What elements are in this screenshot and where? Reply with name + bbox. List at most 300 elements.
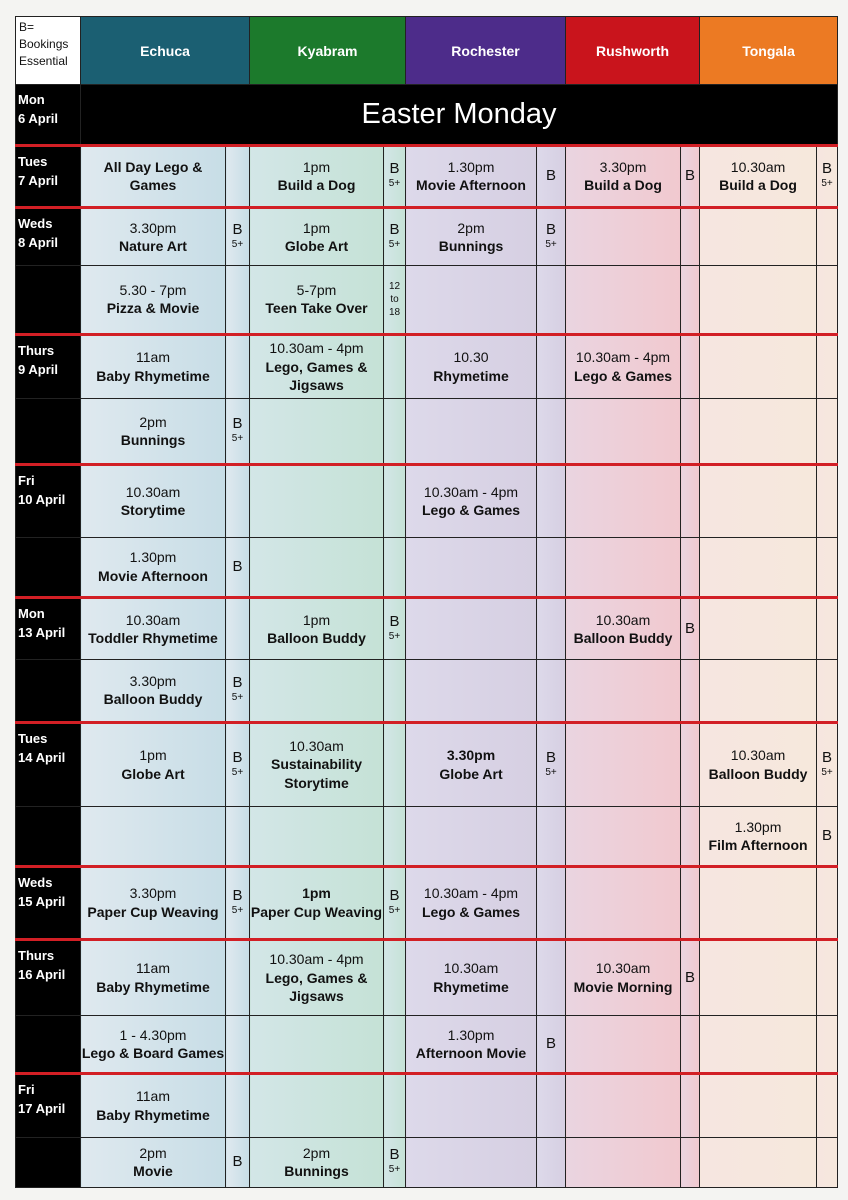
legend-line2: Bookings: [19, 37, 69, 51]
event-activity: Bunnings: [438, 238, 504, 255]
event-cell: [700, 660, 817, 722]
event-cell: [566, 806, 681, 866]
day-label-continued: [16, 1016, 81, 1074]
booking-required-badge: B: [685, 620, 696, 638]
day-label-continued: [16, 806, 81, 866]
event-time: 10.30am: [595, 960, 651, 977]
booking-cell: [384, 537, 406, 597]
booking-required-badge: B: [546, 748, 557, 766]
event-time: 2pm: [302, 1144, 331, 1161]
event-cell: [406, 537, 537, 597]
booking-cell: [226, 939, 250, 1015]
event-cell: [81, 334, 226, 398]
event-time: 1pm: [302, 219, 331, 236]
age-restriction: 5+: [388, 178, 401, 190]
day-date: 6 April: [18, 111, 58, 127]
age-restriction: 5+: [545, 766, 557, 778]
age-restriction: 5+: [231, 692, 244, 704]
booking-required-badge: B: [389, 1146, 400, 1164]
booking-cell: [817, 398, 838, 464]
event-cell: [81, 939, 226, 1015]
booking-required-badge: B: [389, 613, 400, 631]
event-cell: [81, 1074, 226, 1137]
booking-cell: [817, 465, 838, 537]
day-label-continued: [16, 266, 81, 334]
age-restriction: 5+: [821, 766, 833, 778]
schedule-row: [16, 939, 838, 1015]
event-time: 10.30am - 4pm: [575, 349, 671, 366]
event-time: 2pm: [457, 219, 485, 236]
event-time: 10.30am: [125, 483, 181, 500]
event-activity: Globe Art: [284, 238, 349, 255]
legend-line1: B=: [19, 20, 35, 34]
day-name: Tues: [18, 730, 48, 746]
booking-cell: [384, 145, 406, 207]
event-cell: [566, 465, 681, 537]
event-cell: [250, 398, 384, 464]
booking-cell: [817, 660, 838, 722]
event-time: 1pm: [139, 747, 167, 764]
event-cell: [406, 1016, 537, 1074]
event-cell: [566, 266, 681, 334]
day-label: [16, 939, 81, 1015]
booking-required-badge: B: [232, 221, 243, 239]
booking-cell: [537, 939, 566, 1015]
booking-required-badge: B: [546, 1035, 557, 1053]
day-label-continued: [16, 537, 81, 597]
booking-cell: [537, 207, 566, 265]
event-cell: [250, 597, 384, 659]
booking-cell: [537, 398, 566, 464]
event-activity: Globe Art: [121, 765, 185, 782]
booking-cell: [537, 1137, 566, 1187]
event-cell: [566, 145, 681, 207]
booking-required-badge: B: [822, 827, 833, 845]
event-activity: Nature Art: [119, 238, 187, 255]
booking-cell: [681, 537, 700, 597]
event-cell: [406, 660, 537, 722]
event-cell: [250, 1137, 384, 1187]
event-cell: [566, 722, 681, 806]
event-time: 10.30am: [443, 960, 499, 977]
booking-required-badge: B: [685, 968, 696, 986]
event-cell: [81, 660, 226, 722]
booking-cell: [817, 537, 838, 597]
event-activity: Lego & Board Games: [81, 1045, 225, 1062]
event-activity: Baby Rhymetime: [96, 1106, 210, 1123]
event-cell: [406, 334, 537, 398]
booking-cell: [817, 334, 838, 398]
event-cell: [700, 398, 817, 464]
day-label-continued: [16, 398, 81, 464]
booking-cell: [384, 207, 406, 265]
booking-required-badge: B: [822, 160, 833, 178]
day-date: 16 April: [18, 966, 66, 982]
event-time: 10.30am: [595, 611, 651, 628]
event-cell: [700, 465, 817, 537]
schedule-row: [16, 537, 838, 597]
event-activity: Afternoon Movie: [415, 1045, 527, 1062]
event-cell: [406, 1074, 537, 1137]
event-activity: Baby Rhymetime: [96, 367, 210, 384]
event-cell: [566, 207, 681, 265]
day-name: Thurs: [18, 947, 55, 963]
age-restriction: 5+: [388, 631, 401, 643]
event-cell: [700, 722, 817, 806]
event-cell: [406, 867, 537, 939]
event-cell: [250, 207, 384, 265]
event-time: 1.30pm: [734, 818, 782, 835]
booking-required-badge: B: [232, 748, 243, 766]
booking-required-badge: B: [232, 1153, 243, 1171]
booking-required-badge: B: [232, 886, 243, 904]
event-time: 3.30pm: [129, 219, 177, 236]
event-cell: [566, 1137, 681, 1187]
event-cell: [566, 398, 681, 464]
event-time: 10.30am: [730, 158, 786, 175]
event-cell: [406, 266, 537, 334]
booking-cell: [226, 266, 250, 334]
legend-line3: Essential: [19, 54, 68, 68]
schedule-row: [16, 398, 838, 464]
event-cell: [406, 1137, 537, 1187]
booking-cell: [384, 939, 406, 1015]
booking-cell: [681, 1016, 700, 1074]
schedule-row: [16, 722, 838, 806]
event-time: 3.30pm: [129, 672, 177, 689]
booking-cell: [537, 660, 566, 722]
booking-cell: [384, 266, 406, 334]
booking-cell: [817, 1074, 838, 1137]
age-restriction: 5+: [231, 766, 244, 778]
booking-cell: [226, 1016, 250, 1074]
booking-required-badge: B: [822, 748, 833, 766]
booking-cell: [537, 806, 566, 866]
holiday-program-table: [15, 16, 838, 1188]
booking-cell: [384, 806, 406, 866]
event-cell: [700, 145, 817, 207]
booking-cell: [681, 660, 700, 722]
event-cell: [566, 1074, 681, 1137]
age-restriction: 5+: [388, 239, 401, 251]
event-cell: [81, 398, 226, 464]
event-activity: Bunnings: [284, 1163, 349, 1180]
age-restriction: 5+: [388, 1164, 401, 1176]
event-time: 3.30pm: [446, 747, 496, 764]
booking-cell: [681, 722, 700, 806]
event-activity: Toddler Rhymetime: [88, 630, 218, 647]
event-time: 2pm: [139, 1144, 167, 1161]
booking-cell: [384, 597, 406, 659]
booking-cell: [537, 145, 566, 207]
event-activity: Balloon Buddy: [267, 630, 366, 647]
event-cell: [81, 145, 226, 207]
event-time: 11am: [136, 349, 170, 366]
schedule-row: [16, 867, 838, 939]
event-time: 3.30pm: [599, 158, 647, 175]
event-activity: Movie Afternoon: [98, 567, 208, 584]
event-cell: [700, 1074, 817, 1137]
booking-cell: [817, 1137, 838, 1187]
day-date: 14 April: [18, 749, 66, 765]
event-time: 1pm: [302, 885, 331, 902]
event-time: 3.30pm: [129, 885, 177, 902]
event-activity: Balloon Buddy: [708, 765, 808, 782]
event-time: 10.30am - 4pm: [423, 483, 519, 500]
event-cell: [566, 1016, 681, 1074]
event-cell: [406, 597, 537, 659]
booking-cell: [226, 722, 250, 806]
booking-cell: [537, 867, 566, 939]
day-label: [16, 334, 81, 398]
booking-cell: [226, 597, 250, 659]
event-activity: Build a Dog: [584, 177, 662, 194]
event-time: 1pm: [302, 158, 331, 175]
event-cell: [406, 722, 537, 806]
event-cell: [566, 660, 681, 722]
event-activity: Paper Cup Weaving: [250, 903, 383, 920]
schedule-row: [16, 1016, 838, 1074]
event-time: 10.30: [453, 349, 489, 366]
booking-cell: [226, 207, 250, 265]
event-time: 1pm: [302, 611, 331, 628]
event-cell: [81, 465, 226, 537]
event-time: 2pm: [139, 413, 167, 430]
booking-cell: [226, 465, 250, 537]
event-time: 10.30am: [289, 737, 344, 754]
day-label: [16, 465, 81, 537]
age-restriction: 5+: [231, 433, 244, 445]
event-time: 10.30am - 4pm: [269, 951, 364, 968]
booking-required-badge: B: [546, 221, 557, 239]
booking-cell: [817, 145, 838, 207]
schedule-row: [16, 207, 838, 265]
event-cell: [81, 266, 226, 334]
day-label: [16, 207, 81, 265]
event-activity: Lego & Games: [422, 502, 521, 519]
event-cell: [81, 1016, 226, 1074]
event-time: 5-7pm: [296, 281, 337, 298]
event-activity: Rhymetime: [433, 367, 509, 384]
day-name: Thurs: [18, 342, 55, 358]
booking-required-badge: B: [389, 221, 400, 239]
schedule-row: [16, 334, 838, 398]
booking-cell: [817, 722, 838, 806]
day-label-continued: [16, 660, 81, 722]
day-date: 8 April: [18, 234, 58, 250]
event-activity: Sustainability Storytime: [270, 756, 363, 791]
easter-monday-row: [16, 85, 838, 145]
booking-required-badge: B: [389, 886, 400, 904]
booking-cell: [226, 867, 250, 939]
booking-cell: [537, 465, 566, 537]
event-time: 5.30 - 7pm: [119, 281, 187, 298]
event-activity: Movie Morning: [573, 978, 673, 995]
day-date: 17 April: [18, 1101, 66, 1117]
day-label: [16, 1074, 81, 1137]
event-cell: [250, 537, 384, 597]
event-cell: [250, 806, 384, 866]
day-date: 7 April: [18, 172, 58, 188]
booking-required-badge: B: [232, 415, 243, 433]
event-cell: [250, 145, 384, 207]
booking-cell: [681, 1137, 700, 1187]
event-cell: [700, 806, 817, 866]
event-cell: [406, 465, 537, 537]
schedule-row: [16, 1137, 838, 1187]
event-activity: All Day Lego & Games: [103, 158, 203, 194]
day-name: Mon: [18, 605, 45, 621]
event-cell: [250, 867, 384, 939]
booking-cell: [817, 939, 838, 1015]
booking-cell: [384, 1137, 406, 1187]
event-activity: Storytime: [120, 502, 186, 519]
event-activity: Rhymetime: [433, 978, 509, 995]
schedule-row: [16, 465, 838, 537]
booking-cell: [384, 660, 406, 722]
booking-cell: [226, 398, 250, 464]
event-activity: Bunnings: [120, 432, 186, 449]
booking-cell: [226, 537, 250, 597]
event-cell: [700, 1137, 817, 1187]
booking-cell: [226, 806, 250, 866]
schedule-row: [16, 597, 838, 659]
day-label: [16, 145, 81, 207]
day-label: [16, 867, 81, 939]
booking-cell: [817, 207, 838, 265]
event-cell: [700, 266, 817, 334]
library-header-tongala: Tongala: [700, 17, 838, 85]
event-activity: Build a Dog: [277, 177, 356, 194]
day-label-continued: [16, 1137, 81, 1187]
age-restriction: 5+: [231, 239, 244, 251]
booking-cell: [681, 465, 700, 537]
schedule-row: [16, 266, 838, 334]
booking-cell: [384, 1074, 406, 1137]
day-date: 15 April: [18, 894, 66, 910]
booking-required-badge: B: [685, 167, 696, 185]
booking-cell: [537, 537, 566, 597]
event-cell: [700, 1016, 817, 1074]
event-cell: [250, 1016, 384, 1074]
library-header-kyabram: Kyabram: [250, 17, 406, 85]
schedule-row: [16, 660, 838, 722]
booking-cell: [537, 1016, 566, 1074]
booking-cell: [537, 266, 566, 334]
day-label: [16, 722, 81, 806]
library-header-echuca: Echuca: [81, 17, 250, 85]
day-name: Mon: [18, 92, 45, 108]
day-date: 13 April: [18, 624, 66, 640]
booking-cell: [537, 722, 566, 806]
event-time: 11am: [136, 960, 170, 977]
event-cell: [406, 939, 537, 1015]
booking-cell: [384, 1016, 406, 1074]
event-cell: [81, 806, 226, 866]
event-cell: [406, 145, 537, 207]
event-cell: [700, 939, 817, 1015]
event-activity: Balloon Buddy: [103, 691, 203, 708]
event-time: 10.30am - 4pm: [269, 340, 364, 356]
schedule-row: [16, 806, 838, 866]
booking-cell: [537, 1074, 566, 1137]
event-activity: Globe Art: [439, 765, 503, 782]
day-name: Tues: [18, 153, 48, 169]
booking-cell: [681, 806, 700, 866]
event-cell: [250, 660, 384, 722]
schedule-row: [16, 1074, 838, 1137]
event-cell: [406, 806, 537, 866]
event-cell: [566, 867, 681, 939]
day-label: [16, 597, 81, 659]
event-cell: [81, 537, 226, 597]
event-cell: [700, 334, 817, 398]
event-cell: [250, 334, 384, 398]
event-cell: [566, 939, 681, 1015]
event-activity: Teen Take Over: [265, 300, 368, 317]
day-date: 10 April: [18, 492, 66, 508]
day-name: Fri: [18, 473, 35, 489]
age-restriction: 12 to 18: [388, 280, 401, 318]
booking-cell: [681, 939, 700, 1015]
booking-cell: [681, 398, 700, 464]
booking-cell: [226, 660, 250, 722]
age-restriction: 5+: [388, 904, 401, 916]
booking-cell: [681, 145, 700, 207]
booking-cell: [681, 266, 700, 334]
booking-cell: [537, 597, 566, 659]
day-date: 9 April: [18, 361, 58, 377]
booking-required-badge: B: [232, 674, 243, 692]
booking-cell: [817, 266, 838, 334]
booking-cell: [681, 207, 700, 265]
library-header-rochester: Rochester: [406, 17, 566, 85]
event-activity: Paper Cup Weaving: [87, 903, 219, 920]
event-time: 1.30pm: [447, 158, 495, 175]
booking-required-badge: B: [232, 557, 243, 575]
booking-cell: [817, 597, 838, 659]
event-cell: [700, 537, 817, 597]
event-cell: [700, 207, 817, 265]
bookings-legend: [16, 17, 81, 85]
booking-cell: [384, 398, 406, 464]
header-row: [16, 17, 838, 85]
booking-cell: [817, 867, 838, 939]
booking-cell: [384, 722, 406, 806]
booking-required-badge: B: [546, 167, 557, 185]
event-activity: Lego, Games & Jigsaws: [265, 969, 368, 1005]
day-name: Weds: [18, 215, 53, 231]
booking-cell: [681, 867, 700, 939]
event-activity: Movie Afternoon: [416, 177, 526, 194]
event-cell: [566, 334, 681, 398]
booking-cell: [226, 334, 250, 398]
event-cell: [566, 597, 681, 659]
event-cell: [250, 266, 384, 334]
library-header-rushworth: Rushworth: [566, 17, 700, 85]
booking-cell: [537, 334, 566, 398]
event-cell: [250, 1074, 384, 1137]
event-cell: [250, 722, 384, 806]
event-time: 1.30pm: [447, 1026, 495, 1043]
event-cell: [81, 1137, 226, 1187]
easter-monday-banner: Easter Monday: [81, 85, 838, 145]
event-cell: [81, 207, 226, 265]
event-activity: Lego, Games & Jigsaws: [265, 358, 368, 393]
event-cell: [81, 597, 226, 659]
event-cell: [81, 722, 226, 806]
day-name: Fri: [18, 1082, 35, 1098]
